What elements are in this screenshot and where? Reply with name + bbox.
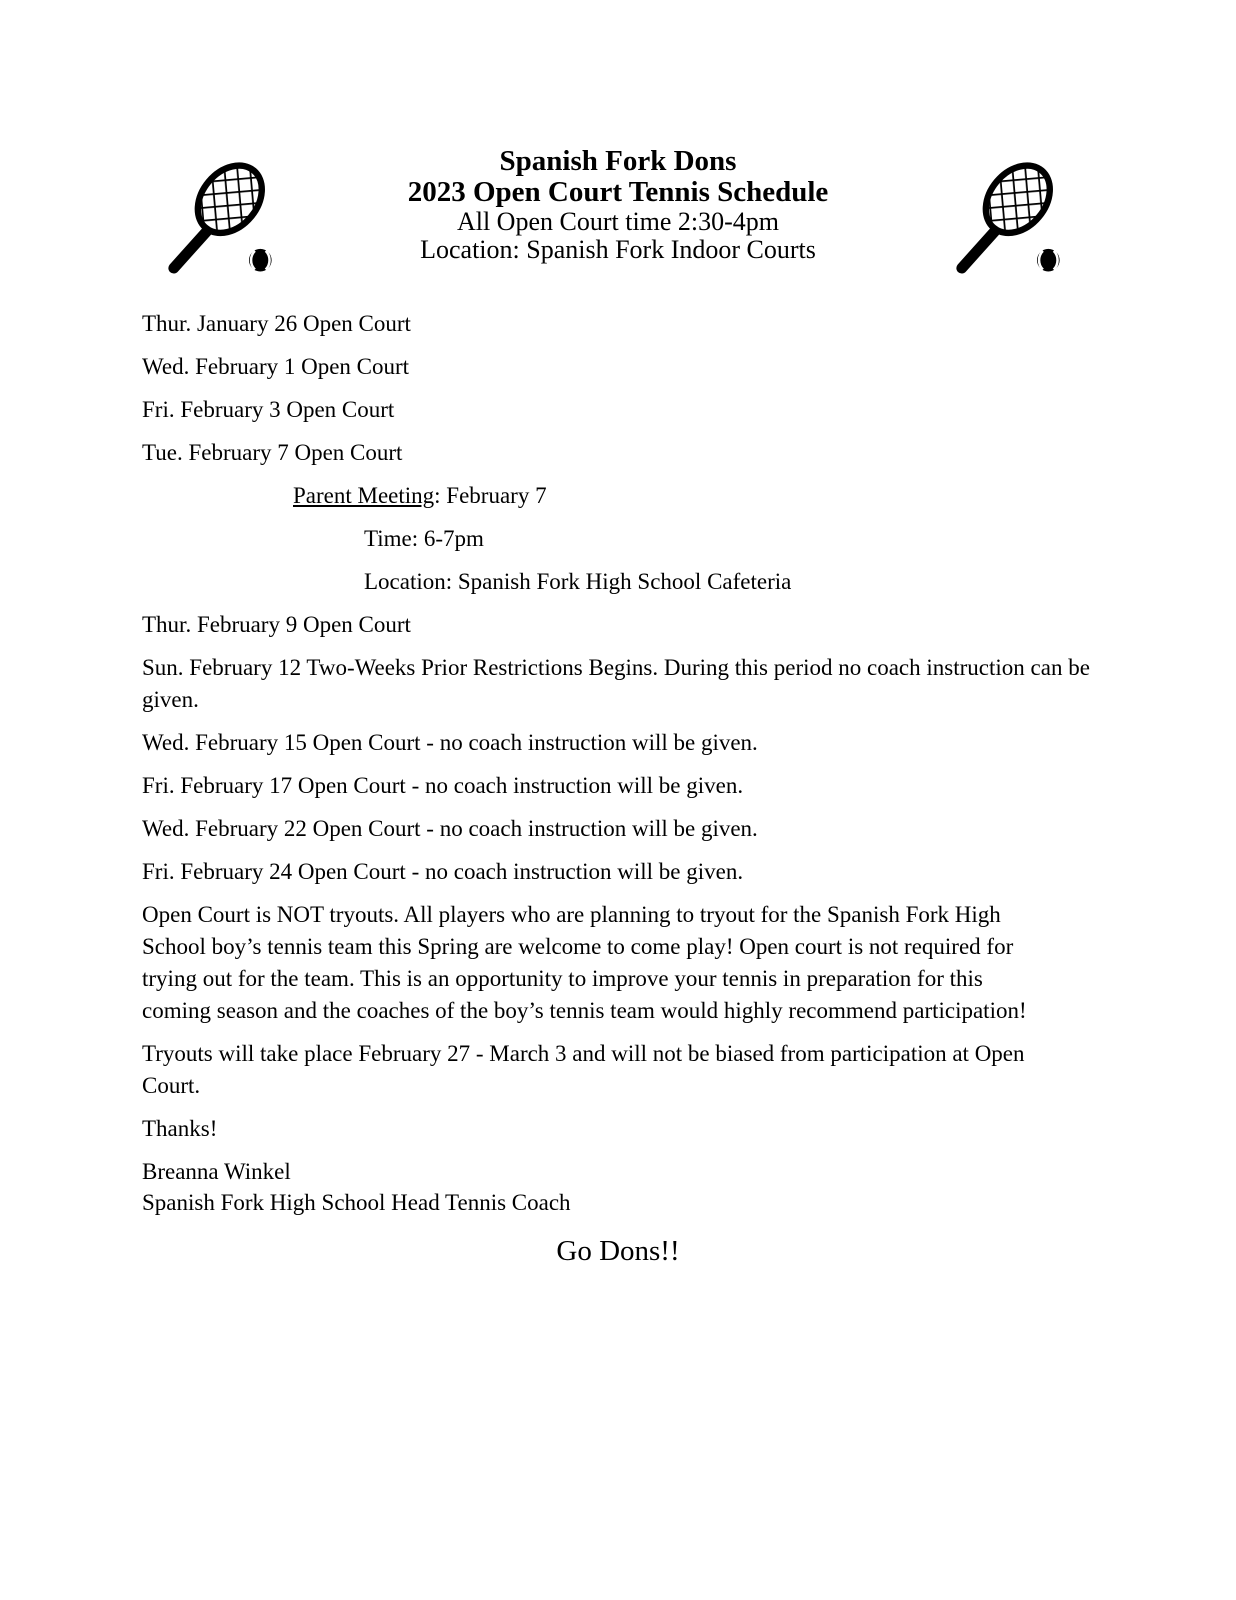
thanks-line: Thanks! [142,1116,218,1141]
schedule-item: Thur. January 26 Open Court [142,311,411,336]
schedule-item: Wed. February 22 Open Court - no coach instruction will be given. [142,816,758,841]
signature-role: Spanish Fork High School Head Tennis Coach [142,1190,571,1215]
parent-meeting-line [293,480,1182,512]
document-body [142,308,1182,1267]
header-title-line2: 2023 Open Court Tennis Schedule [407,176,829,208]
schedule-item-feb12-line2: given. [142,687,199,712]
signature-name: Breanna Winkel [142,1159,291,1184]
header-subtitle-location: Location: Spanish Fork Indoor Courts [420,235,816,264]
schedule-item: Fri. February 17 Open Court - no coach instruction will be given. [142,773,744,798]
paragraph-open-court [142,899,1182,1027]
parent-meeting-date: : February 7 [434,483,547,508]
schedule-item: Fri. February 24 Open Court - no coach instruction will be given. [142,859,744,884]
parent-meeting-label: Parent Meeting [293,483,435,508]
schedule-item: Thur. February 9 Open Court [142,612,411,637]
schedule-item: Fri. February 3 Open Court [142,397,395,422]
paragraph-open-court-line3: trying out for the team. This is an opportunity to improve your tennis in preparation for this [142,966,983,991]
header-title-line1: Spanish Fork Dons [499,145,737,177]
schedule-item-feb12 [142,652,1182,716]
document-header [0,146,1236,264]
schedule-item: Wed. February 15 Open Court - no coach instruction will be given. [142,730,758,755]
paragraph-tryouts-line2: Court. [142,1073,201,1098]
schedule-item: Wed. February 1 Open Court [142,354,410,379]
paragraph-open-court-line2: School boy’s tennis team this Spring are welcome to come play! Open court is not required for [142,934,1014,959]
schedule-item-feb12-line1: Sun. February 12 Two-Weeks Prior Restrictions Begins. During this period no coach instruction can be [142,655,1090,680]
paragraph-open-court-line4: coming season and the coaches of the boy’s tennis team would highly recommend participation! [142,998,1027,1023]
header-subtitle-time: All Open Court time 2:30-4pm [456,207,780,236]
paragraph-open-court-line1: Open Court is NOT tryouts. All players who are planning to tryout for the Spanish Fork High [142,902,1001,927]
slogan: Go Dons!! [556,1235,680,1267]
schedule-item: Tue. February 7 Open Court [142,440,403,465]
parent-meeting-time: Time: 6-7pm [364,526,484,551]
parent-meeting-location: Location: Spanish Fork High School Cafeteria [364,569,792,594]
paragraph-tryouts [142,1038,1182,1102]
paragraph-tryouts-line1: Tryouts will take place February 27 - March 3 and will not be biased from participation at Open [142,1041,1025,1066]
signature-block [142,1156,1182,1218]
